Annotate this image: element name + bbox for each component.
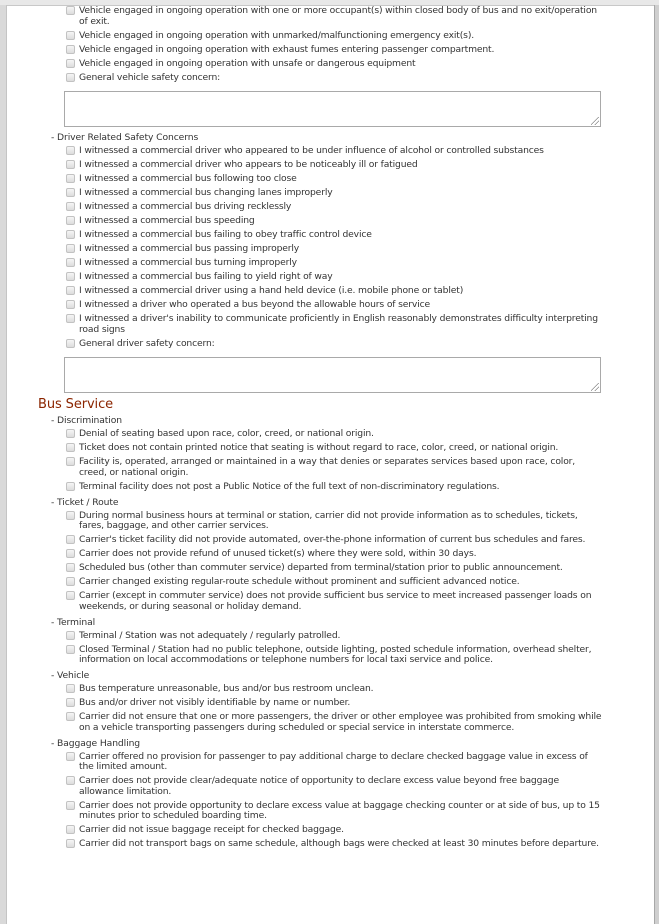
checkbox-item[interactable]: [66, 59, 604, 70]
checkbox[interactable]: [66, 825, 75, 834]
checkbox-item[interactable]: [66, 776, 604, 797]
checkbox[interactable]: [66, 6, 75, 15]
checkbox-label: Ticket does not contain printed notice that seating is without regard to race, color, creed, or national origin.: [79, 442, 559, 453]
resize-handle-icon[interactable]: [591, 383, 599, 391]
checkbox[interactable]: [66, 549, 75, 558]
checkbox-item[interactable]: [66, 31, 604, 42]
checkbox[interactable]: [66, 339, 75, 348]
group-title-baggage-handling[interactable]: - Baggage Handling: [51, 737, 141, 749]
checkbox[interactable]: [66, 563, 75, 572]
checkbox-item[interactable]: [66, 300, 604, 311]
checkbox-label: Carrier (except in commuter service) does not provide sufficient bus service to meet increased passenger loads on weekends, or during seasonal or holiday demand.: [79, 590, 592, 612]
checkbox[interactable]: [66, 698, 75, 707]
checkbox-item[interactable]: [66, 631, 604, 642]
checkbox[interactable]: [66, 457, 75, 466]
checkbox-item[interactable]: [66, 339, 604, 350]
vehicle-safety-list: [38, 6, 604, 83]
checkbox-label: Carrier did not issue baggage receipt for checked baggage.: [79, 824, 344, 835]
checkbox-label: Vehicle engaged in ongoing operation with one or more occupant(s) within closed body of bus and no exit/operation of exit.: [79, 5, 597, 27]
checkbox-label: I witnessed a commercial driver who appears to be noticeably ill or fatigued: [79, 159, 418, 170]
checkbox-label: I witnessed a commercial bus changing lanes improperly: [79, 187, 333, 198]
checkbox-item[interactable]: [66, 591, 604, 612]
checkbox[interactable]: [66, 286, 75, 295]
checkbox-label: I witnessed a commercial bus failing to obey traffic control device: [79, 229, 372, 240]
checkbox-item[interactable]: [66, 244, 604, 255]
checkbox-label: Scheduled bus (other than commuter service) departed from terminal/station prior to public announcement.: [79, 562, 563, 573]
checkbox-label: I witnessed a commercial bus turning improperly: [79, 257, 297, 268]
checkbox[interactable]: [66, 300, 75, 309]
group-title-discrimination[interactable]: - Discrimination: [51, 415, 122, 426]
checkbox[interactable]: [66, 577, 75, 586]
checkbox[interactable]: [66, 160, 75, 169]
checkbox-item[interactable]: [66, 752, 604, 773]
checkbox-item[interactable]: [66, 825, 604, 836]
group-title-vehicle[interactable]: - Vehicle: [51, 670, 90, 681]
general-driver-concern-textarea[interactable]: [64, 357, 601, 393]
checkbox[interactable]: [66, 801, 75, 810]
checkbox-label: Vehicle engaged in ongoing operation with unmarked/malfunctioning emergency exit(s).: [79, 29, 475, 41]
checkbox-item[interactable]: [66, 712, 604, 733]
checkbox[interactable]: [66, 752, 75, 761]
checkbox-label: I witnessed a commercial bus failing to yield right of way: [79, 271, 333, 282]
checkbox-item[interactable]: [66, 6, 604, 27]
checkbox-label: I witnessed a driver's inability to communicate proficiently in English reasonably demonstrates difficulty interpreting road signs: [79, 313, 598, 335]
checkbox-label: Carrier does not provide clear/adequate notice of opportunity to declare excess value beyond free baggage allowance limitation.: [79, 775, 559, 797]
checkbox-item[interactable]: [66, 457, 604, 478]
checkbox-label: Carrier offered no provision for passenger to pay additional charge to declare checked baggage value in excess of the limited amount.: [79, 750, 588, 772]
checkbox-item[interactable]: [66, 563, 604, 574]
checkbox[interactable]: [66, 443, 75, 452]
checkbox-item[interactable]: [66, 314, 604, 335]
checkbox-item[interactable]: [66, 577, 604, 588]
checkbox[interactable]: [66, 146, 75, 155]
checkbox-item[interactable]: [66, 549, 604, 560]
vertical-scrollbar[interactable]: [654, 5, 659, 924]
checkbox-label: I witnessed a commercial bus driving recklessly: [79, 201, 292, 212]
checkbox[interactable]: [66, 216, 75, 225]
checkbox-item[interactable]: [66, 45, 604, 56]
checkbox-item[interactable]: [66, 188, 604, 199]
checkbox-item[interactable]: [66, 160, 604, 171]
checkbox[interactable]: [66, 684, 75, 693]
ticket-route-list: [38, 511, 604, 613]
checkbox-label: I witnessed a driver who operated a bus beyond the allowable hours of service: [79, 299, 431, 310]
discrimination-list: [38, 429, 604, 492]
checkbox-label: Closed Terminal / Station had no public telephone, outside lighting, posted schedule information, overhead shelter, information on local accommodations or telephone numbers for local taxi service and police.: [79, 643, 592, 665]
section-title-bus-service: Bus Service: [38, 397, 114, 412]
checkbox-item[interactable]: [66, 482, 604, 493]
checkbox[interactable]: [66, 535, 75, 544]
checkbox[interactable]: [66, 482, 75, 491]
checkbox-label: Terminal / Station was not adequately / regularly patrolled.: [79, 629, 341, 641]
checkbox-item[interactable]: [66, 443, 604, 454]
checkbox[interactable]: [66, 188, 75, 197]
checkbox-item[interactable]: [66, 839, 604, 850]
checkbox[interactable]: [66, 712, 75, 721]
checkbox-label: I witnessed a commercial driver who appeared to be under influence of alcohol or controlled substances: [79, 145, 544, 156]
complaint-form: [38, 6, 604, 853]
checkbox[interactable]: [66, 31, 75, 40]
checkbox[interactable]: [66, 314, 75, 323]
checkbox[interactable]: [66, 839, 75, 848]
checkbox[interactable]: [66, 45, 75, 54]
checkbox-label: I witnessed a commercial bus following too close: [79, 173, 297, 184]
checkbox[interactable]: [66, 244, 75, 253]
checkbox-item[interactable]: [66, 684, 604, 695]
checkbox-item[interactable]: [66, 73, 604, 84]
checkbox-label: Bus temperature unreasonable, bus and/or bus restroom unclean.: [79, 683, 374, 694]
terminal-list: [38, 631, 604, 666]
checkbox-label: Vehicle engaged in ongoing operation with exhaust fumes entering passenger compartment.: [79, 43, 495, 55]
checkbox-item[interactable]: [66, 801, 604, 822]
checkbox[interactable]: [66, 174, 75, 183]
checkbox-item[interactable]: [66, 645, 604, 666]
checkbox[interactable]: [66, 59, 75, 68]
checkbox[interactable]: [66, 776, 75, 785]
checkbox-label: Carrier's ticket facility did not provide automated, over-the-phone information of current bus schedules and fares.: [79, 534, 586, 545]
checkbox-item[interactable]: [66, 216, 604, 227]
checkbox[interactable]: [66, 511, 75, 520]
checkbox-item[interactable]: [66, 286, 604, 297]
checkbox-item[interactable]: [66, 429, 604, 440]
checkbox-item[interactable]: [66, 146, 604, 157]
checkbox[interactable]: [66, 272, 75, 281]
resize-handle-icon[interactable]: [591, 117, 599, 125]
checkbox-item[interactable]: [66, 174, 604, 185]
checkbox-item[interactable]: [66, 698, 604, 709]
checkbox-label: During normal business hours at terminal or station, carrier did not provide information as to schedules, tickets, fares, baggage, and other carrier services.: [79, 509, 578, 531]
left-side-panel: [0, 5, 7, 924]
checkbox-label: Bus and/or driver not visibly identifiable by name or number.: [79, 697, 351, 708]
checkbox-label: I witnessed a commercial bus speeding: [79, 215, 255, 226]
checkbox[interactable]: [66, 645, 75, 654]
driver-safety-list: [38, 146, 604, 349]
checkbox-label: Terminal facility does not post a Public Notice of the full text of non-discriminatory regulations.: [79, 480, 500, 492]
vehicle-list: [38, 684, 604, 733]
checkbox[interactable]: [66, 202, 75, 211]
checkbox-item[interactable]: [66, 272, 604, 283]
general-vehicle-concern-textarea[interactable]: [64, 91, 601, 127]
baggage-handling-list: [38, 752, 604, 850]
checkbox[interactable]: [66, 429, 75, 438]
checkbox[interactable]: [66, 73, 75, 82]
checkbox[interactable]: [66, 631, 75, 640]
checkbox-label: I witnessed a commercial driver using a hand held device (i.e. mobile phone or tablet): [79, 285, 464, 296]
checkbox-item[interactable]: [66, 535, 604, 546]
checkbox-item[interactable]: [66, 230, 604, 241]
group-title-terminal[interactable]: - Terminal: [51, 616, 96, 628]
checkbox-label: Carrier did not ensure that one or more passengers, the driver or other employee was prohibited from smoking while on a vehicle transporting passengers during scheduled or special service in interstate commerce.: [79, 711, 602, 733]
checkbox-item[interactable]: [66, 511, 604, 532]
group-title-ticket-route[interactable]: - Ticket / Route: [51, 496, 119, 508]
checkbox-item[interactable]: [66, 258, 604, 269]
checkbox-label: Carrier did not transport bags on same schedule, although bags were checked at least 30 minutes before departure.: [79, 838, 599, 849]
checkbox-label: General driver safety concern:: [79, 337, 215, 349]
checkbox-label: Vehicle engaged in ongoing operation with unsafe or dangerous equipment: [79, 57, 416, 69]
checkbox[interactable]: [66, 591, 75, 600]
checkbox-item[interactable]: [66, 202, 604, 213]
checkbox[interactable]: [66, 258, 75, 267]
checkbox-label: Carrier changed existing regular-route schedule without prominent and sufficient advanced notice.: [79, 576, 520, 587]
checkbox-label: Carrier does not provide refund of unused ticket(s) where they were sold, within 30 days.: [79, 548, 477, 559]
checkbox-label: I witnessed a commercial bus passing improperly: [79, 243, 300, 254]
checkbox-label: Carrier does not provide opportunity to declare excess value at baggage checking counter or at side of bus, up to 15 minutes prior to scheduled boarding time.: [79, 799, 600, 821]
checkbox[interactable]: [66, 230, 75, 239]
checkbox-label: Facility is, operated, arranged or maintained in a way that denies or separates services based upon race, color, creed, or national origin.: [79, 456, 576, 478]
group-title-driver-safety[interactable]: - Driver Related Safety Concerns: [51, 132, 199, 143]
checkbox-label: Denial of seating based upon race, color, creed, or national origin.: [79, 428, 374, 439]
checkbox-label: General vehicle safety concern:: [79, 71, 221, 83]
